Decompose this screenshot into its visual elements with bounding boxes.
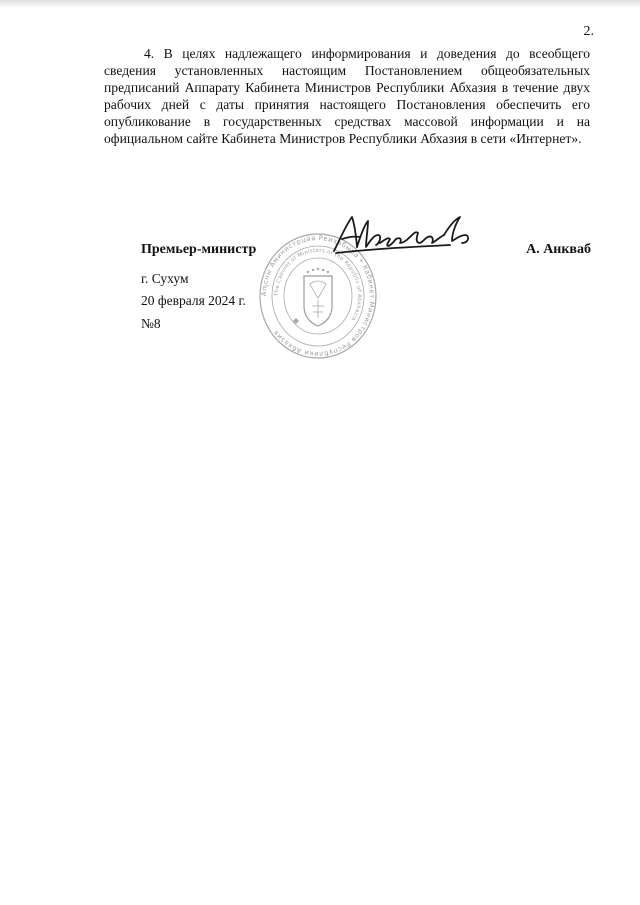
seal-outer-text: Аҧсны Аминистрцәа Реиҳабыра • Кабинет Министров Республики Абхазия [259, 233, 377, 359]
handwritten-signature-icon [330, 213, 476, 259]
issue-date: 20 февраля 2024 г. [141, 293, 246, 308]
scan-edge-shadow [0, 0, 640, 8]
body-paragraph: 4. В целях надлежащего информирования и доведения до всеобщего сведения установленных настоящим Постановлением общеобязательных предписаний Аппарату Кабинета Министров Республики Абхазия в течение двух рабочих дней с даты принятия настоящего Постановления обеспечить его опубликование в государственных средствах массовой информации и на официальном сайте Кабинета Министров Республики Абхазия в сети «Интернет». [104, 46, 590, 146]
signatory-title: Премьер-министр [141, 242, 257, 257]
document-number: №8 [141, 316, 161, 331]
signatory-name: А. Анкваб [526, 242, 591, 257]
seal-inner-text: The Cabinet of Ministers of the Republic of Abkhazia [273, 247, 363, 322]
page-number: 2. [583, 24, 594, 39]
issue-city: г. Сухум [141, 271, 189, 286]
